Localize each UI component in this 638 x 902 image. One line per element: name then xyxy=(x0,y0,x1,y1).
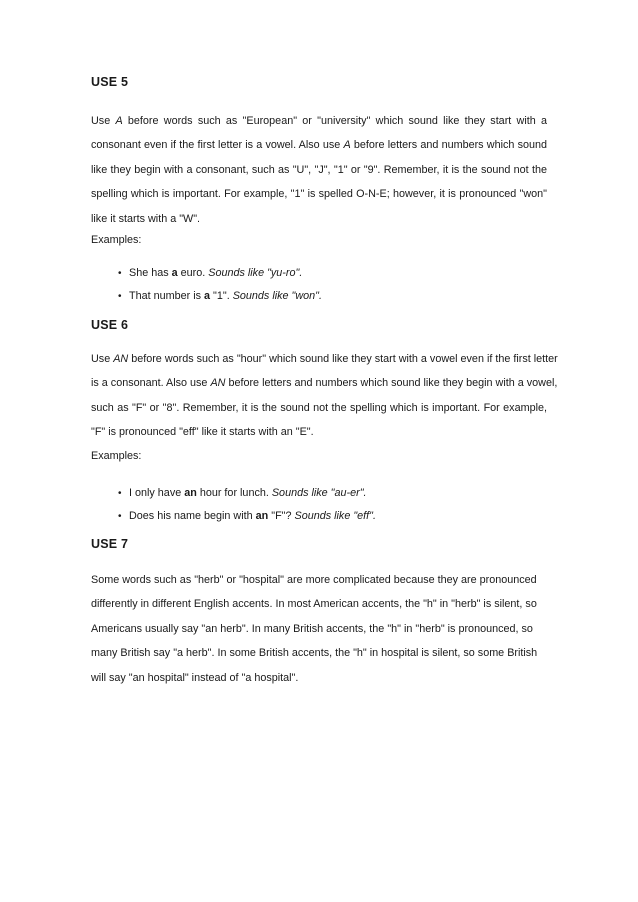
paragraph-line: is a consonant. Also use AN before letters and numbers which sound like they begin with a vowel, xyxy=(91,377,558,390)
examples-label-use5: Examples: xyxy=(91,234,142,246)
list-item: • She has a euro. Sounds like "yu-ro". xyxy=(118,262,322,285)
bullet-icon: • xyxy=(118,488,122,499)
paragraph-line: Some words such as "herb" or "hospital" are more complicated because they are pronounced xyxy=(91,574,537,586)
section-heading-use6: USE 6 xyxy=(91,318,129,332)
section-heading-use7: USE 7 xyxy=(91,537,129,551)
paragraph-line: like they begin with a consonant, such as "U", "J", "1" or "9". Remember, it is the sound not the xyxy=(91,163,547,176)
paragraph-line: "F" is pronounced "eff" like it starts with an "E". xyxy=(91,426,314,439)
bullet-icon: • xyxy=(118,291,122,302)
paragraph-line: such as "F" or "8". Remember, it is the sound not the spelling which is important. For example, xyxy=(91,401,547,414)
list-item: • That number is a "1". Sounds like "won". xyxy=(118,285,322,308)
paragraph-line: many British say "a herb". In some British accents, the "h" in hospital is silent, so some British xyxy=(91,647,538,660)
bullet-icon: • xyxy=(118,268,122,279)
section-heading-use5: USE 5 xyxy=(91,75,129,89)
examples-label-use6: Examples: xyxy=(91,450,142,462)
bullet-icon: • xyxy=(118,511,122,522)
paragraph-line: Use A before words such as "European" or "university" which sound like they start with a xyxy=(91,115,547,127)
paragraph-line: Americans usually say "an herb". In many British accents, the "h" in "herb" is pronounced, so xyxy=(91,622,533,635)
paragraph-line: differently in different English accents. In most American accents, the "h" in "herb" is silent, so xyxy=(91,598,537,611)
paragraph-use6 xyxy=(91,347,558,445)
paragraph-line: will say "an hospital" instead of "a hospital". xyxy=(91,671,299,684)
paragraph-line: spelling which is important. For example, "1" is spelled O-N-E; however, it is pronounced "won" xyxy=(91,188,547,201)
paragraph-line: consonant even if the first letter is a vowel. Also use A before letters and numbers which sound xyxy=(91,139,547,152)
paragraph-line: Use AN before words such as "hour" which sound like they start with a vowel even if the first letter xyxy=(91,353,558,365)
examples-list-use5 xyxy=(118,262,322,308)
examples-list-use6 xyxy=(118,482,376,528)
paragraph-line: like it starts with a "W". xyxy=(91,212,201,225)
list-item: • Does his name begin with an "F"? Sounds like "eff". xyxy=(118,505,376,528)
paragraph-use7 xyxy=(91,568,538,690)
list-item: • I only have an hour for lunch. Sounds like "au-er". xyxy=(118,482,376,505)
paragraph-use5 xyxy=(91,109,547,231)
